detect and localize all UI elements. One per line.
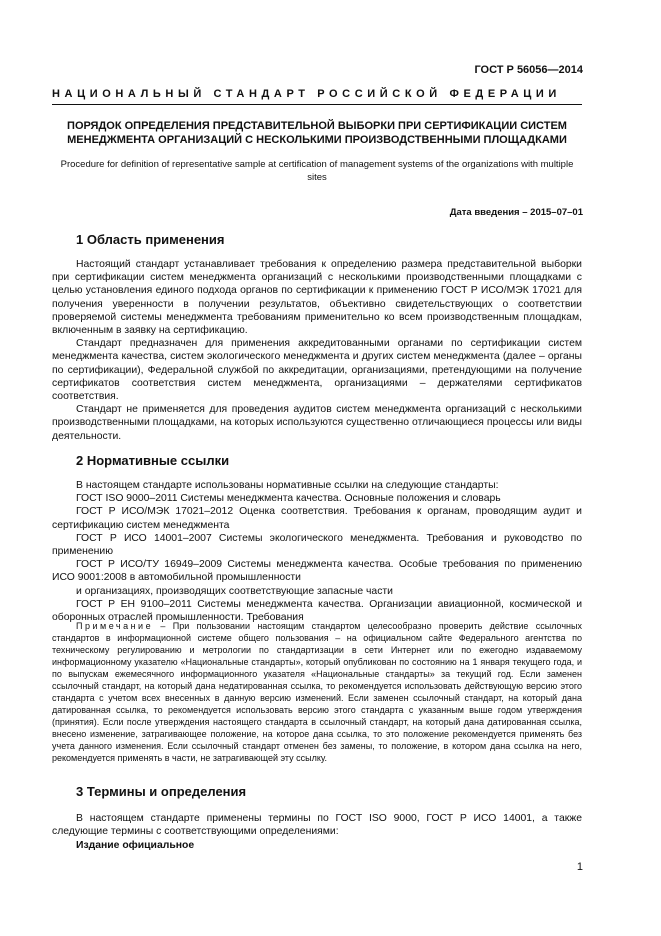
- paragraph: Стандарт предназначен для применения аккредитованными органами по сертификации систем менеджмента качества, систем экологического менеджмента и других систем менеджмента (далее – органы по сертификации), Федеральной службой по аккредитации, организациями, претендующими на получение сертификатов соответствия систем менеджмента, организациями – держателями сертификатов соответствия.: [52, 338, 582, 403]
- paragraph: В настоящем стандарте применены термины по ГОСТ ISO 9000, ГОСТ Р ИСО 14001, а также следующие термины с соответствующими определениями:: [52, 813, 582, 838]
- section-2-heading: 2 Нормативные ссылки: [76, 453, 230, 468]
- reference-item: ГОСТ Р ЕН 9100–2011 Системы менеджмента качества. Организации авиационной, космической и оборонных отраслей промышленности. Требования: [52, 598, 582, 624]
- note-label: Примечание: [76, 621, 154, 631]
- section-2-body: [52, 479, 582, 624]
- reference-item: и организациях, производящих соответствующие запасные части: [76, 585, 393, 597]
- reference-item: ГОСТ Р ИСО/ТУ 16949–2009 Системы менеджмента качества. Особые требования по применению ИСО 9001:2008 в автомобильной промышленности: [52, 559, 582, 584]
- note: [52, 620, 582, 764]
- reference-item: ГОСТ Р ИСО/МЭК 17021–2012 Оценка соответствия. Требования к органам, проводящим аудит и сертификацию систем менеджмента: [52, 506, 582, 531]
- page-number: 1: [576, 861, 583, 873]
- document-title: ПОРЯДОК ОПРЕДЕЛЕНИЯ ПРЕДСТАВИТЕЛЬНОЙ ВЫБОРКИ ПРИ СЕРТИФИКАЦИИ СИСТЕМ МЕНЕДЖМЕНТА ОРГАНИЗАЦИЙ С НЕСКОЛЬКИМИ ПРОИЗВОДСТВЕННЫМИ ПЛОЩАДКАМИ: [67, 120, 567, 146]
- section-1-heading: 1 Область применения: [76, 232, 225, 247]
- note-text: – При пользовании настоящим стандартом целесообразно проверить действие ссылочных стандартов в информационной системе общего пользования – на официальном сайте Федерального агентства по техническому регулированию и метрологии по стандартизации в сети Интернет или по ежегодно издаваемому информационному указателю «Национальные стандарты», который опубликован по состоянию на 1 января текущего года, и по выпускам ежемесячного информационного указателя «Национальные стандарты» за текущий год. Если заменен ссылочный стандарт, на который дана недатированная ссылка, то рекомендуется использовать действующую версию этого стандарта с учетом всех внесенных в данную версию изменений. Если заменен ссылочный стандарт, на который дана датированная ссылка, то рекомендуется использовать версию этого стандарта с указанным выше годом утверждения (принятия). Если после утверждения настоящего стандарта в ссылочный стандарт, на который дана датированная ссылка, внесено изменение, затрагивающее положение, на которое дана ссылка, то это положение рекомендуется применять без учета данного изменения. Если ссылочный стандарт отменен без замены, то положение, в котором дана ссылка на него, рекомендуется применять в части, не затрагивающей эту ссылку.: [52, 621, 582, 763]
- paragraph: Настоящий стандарт устанавливает требования к определению размера представительной выборки при сертификации систем менеджмента организаций с несколькими производственными площадками с целью установления единого подхода органов по сертификации к применению ГОСТ Р ИСО/МЭК 17021 для получения уверенности в получении результатов, объективно свидетельствующих о соответствии проверяемой системы менеджмента требованиям применительно ко всем производственным площадкам, включенным в заявку на сертификацию.: [52, 259, 582, 337]
- reference-item: ГОСТ Р ИСО 14001–2007 Системы экологического менеджмента. Требования и руководство по применению: [52, 532, 582, 558]
- section-3-body: [52, 812, 582, 838]
- document-title-english: Procedure for definition of representative sample at certification of management systems of the organizations with multiple sites: [60, 159, 574, 183]
- edition-label: Издание официальное: [76, 840, 195, 851]
- national-standard-banner: НАЦИОНАЛЬНЫЙ СТАНДАРТ РОССИЙСКОЙ ФЕДЕРАЦИИ: [52, 88, 561, 100]
- introduction-date: Дата введения – 2015–07–01: [449, 207, 583, 218]
- paragraph: Стандарт не применяется для проведения аудитов систем менеджмента организаций с несколькими производственными площадками, на которых используются существенно отличающиеся процессы или виды деятельности.: [52, 404, 582, 442]
- section-1-body: [52, 258, 582, 443]
- paragraph: В настоящем стандарте использованы нормативные ссылки на следующие стандарты:: [76, 480, 499, 491]
- reference-item: ГОСТ ISO 9000–2011 Системы менеджмента качества. Основные положения и словарь: [76, 493, 501, 505]
- section-3-heading: 3 Термины и определения: [76, 784, 247, 799]
- header-divider: [52, 104, 582, 105]
- doc-code: ГОСТ Р 56056—2014: [474, 64, 583, 76]
